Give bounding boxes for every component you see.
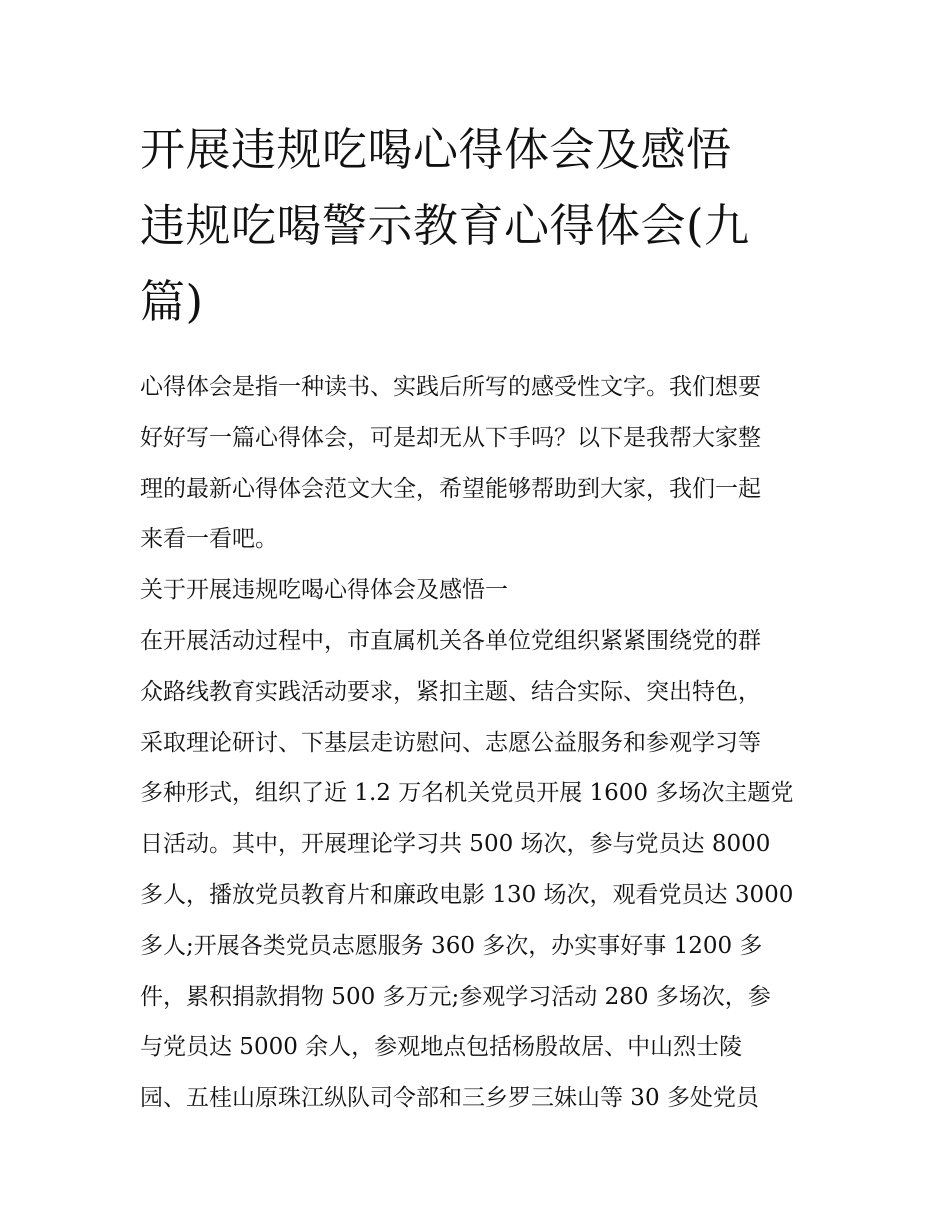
body-line: 多人，播放党员教育片和廉政电影 130 场次，观看党员达 3000 (140, 881, 794, 908)
intro-line: 心得体会是指一种读书、实践后所写的感受性文字。我们想要 (140, 374, 761, 400)
body-line: 日活动。其中，开展理论学习共 500 场次，参与党员达 8000 (140, 831, 771, 858)
body-line: 多种形式，组织了近 1.2 万名机关党员开展 1600 多场次主题党 (140, 780, 794, 807)
intro-line: 理的最新心得体会范文大全，希望能够帮助到大家，我们一起 (140, 475, 761, 502)
body-line: 与党员达 5000 余人，参观地点包括杨殷故居、中山烈士陵 (140, 1034, 743, 1061)
intro-paragraph (140, 362, 812, 565)
body-line: 众路线教育实践活动要求，紧扣主题、结合实际、突出特色， (140, 678, 761, 705)
intro-line: 来看一看吧。 (140, 526, 278, 553)
title-line: 违规吃喝警示教育心得体会(九 (140, 199, 750, 252)
document-page (140, 112, 812, 1124)
body-paragraph (140, 616, 812, 1124)
section-heading: 关于开展违规吃喝心得体会及感悟一 (140, 577, 508, 604)
document-title (140, 112, 812, 340)
body-line: 在开展活动过程中，市直属机关各单位党组织紧紧围绕党的群 (140, 627, 761, 654)
section-heading-block (140, 565, 812, 616)
body-line: 园、五桂山原珠江纵队司令部和三乡罗三妹山等 30 多处党员 (140, 1085, 759, 1112)
body-line: 件，累积捐款捐物 500 多万元;参观学习活动 280 多场次，参 (140, 983, 771, 1010)
title-line: 开展违规吃喝心得体会及感悟 (140, 123, 732, 176)
body-line: 多人;开展各类党员志愿服务 360 多次，办实事好事 1200 多 (140, 932, 763, 959)
intro-line: 好好写一篇心得体会，可是却无从下手吗？以下是我帮大家整 (140, 424, 761, 451)
body-line: 采取理论研讨、下基层走访慰问、志愿公益服务和参观学习等 (140, 729, 761, 756)
title-line: 篇) (140, 275, 204, 328)
